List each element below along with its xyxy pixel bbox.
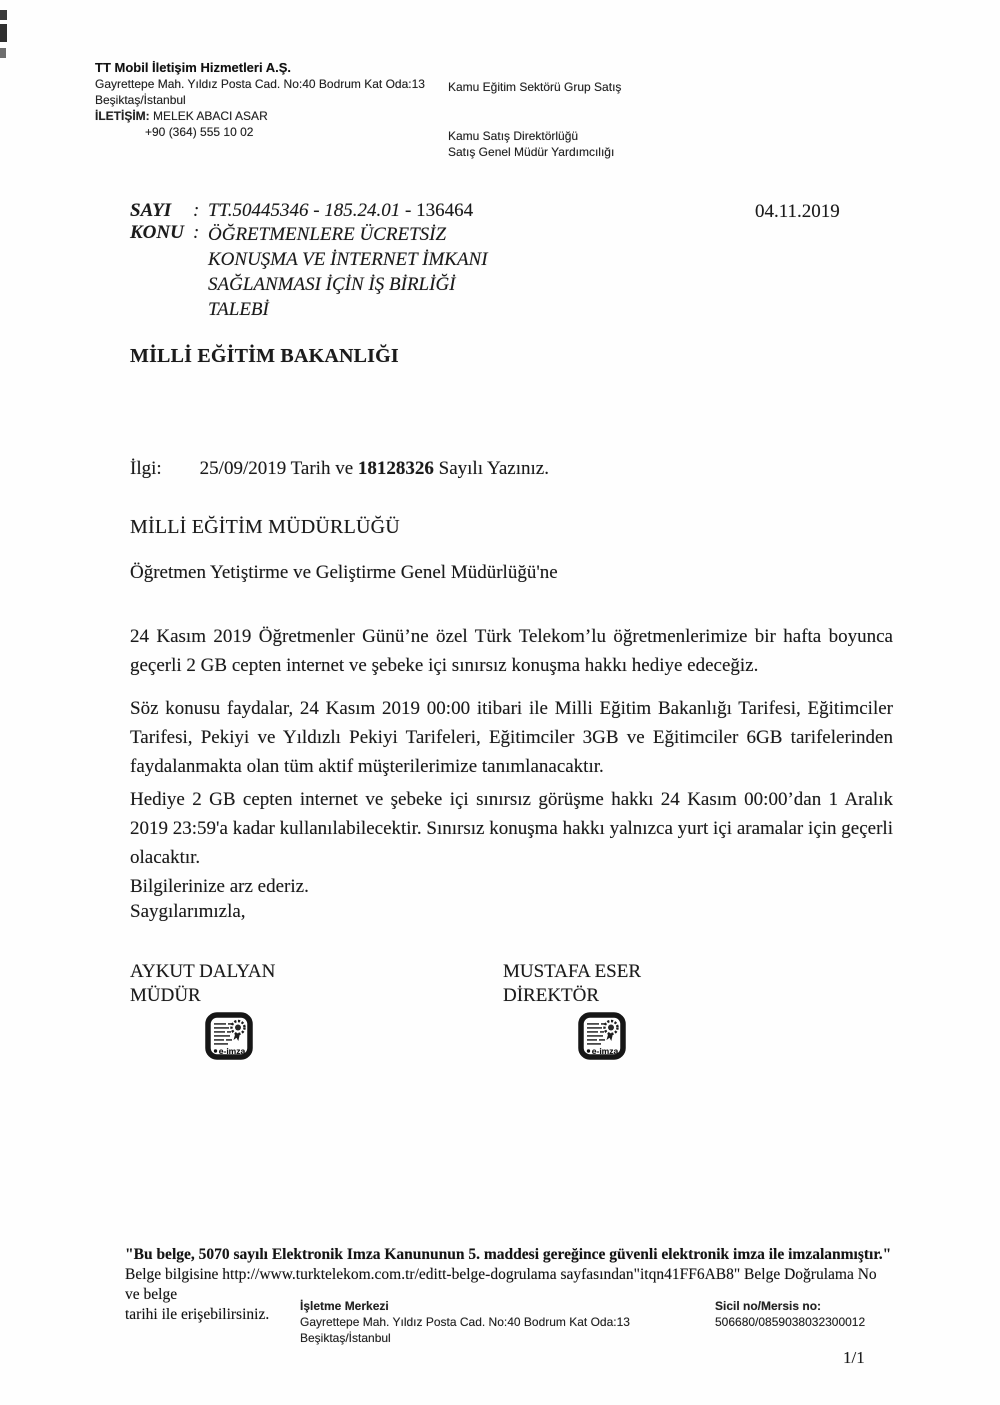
- paragraph: Hediye 2 GB cepten internet ve şebeke içi sınırsız görüşme hakkı 24 Kasım 00:00’dan 1 Aralık 2019 23:59'a kadar kullanılabilecektir. Sınırsız konuşma hakkı yalnızca yurt içi aramalar için geçerli olacaktır.: [130, 789, 893, 868]
- contact-name: MELEK ABACI ASAR: [153, 109, 268, 123]
- department-line1: Kamu Eğitim Sektörü Grup Satış: [448, 80, 622, 94]
- signature-block-right: [503, 960, 641, 1008]
- e-signature-stamp-icon: [205, 1012, 253, 1067]
- document-date: 04.11.2019: [755, 201, 840, 222]
- ilgi-label: İlgi:: [130, 458, 162, 479]
- konu-line: KONUŞMA VE İNTERNET İMKANI: [208, 249, 488, 270]
- legal-verification-line2: tarihi ile erişebilirsiniz.: [125, 1306, 270, 1323]
- department-salutation: Öğretmen Yetiştirme ve Geliştirme Genel Müdürlüğü'ne: [130, 562, 558, 583]
- department-line3: Satış Genel Müdür Yardımcılığı: [448, 145, 615, 159]
- ilgi-number: 18128326: [357, 458, 434, 479]
- signer-title: MÜDÜR: [130, 985, 201, 1006]
- contact-phone: +90 (364) 555 10 02: [145, 125, 254, 139]
- konu-label: KONU: [130, 222, 184, 243]
- reference-block: [130, 200, 610, 322]
- sayi-value: [208, 200, 473, 222]
- signer-title: DİREKTÖR: [503, 985, 600, 1006]
- ilgi-prefix: 25/09/2019 Tarih ve: [199, 458, 358, 479]
- footer-office: [300, 1298, 660, 1346]
- konu-line: SAĞLANMASI İÇİN İŞ BİRLİĞİ: [208, 274, 456, 295]
- footer-registry: [715, 1298, 935, 1330]
- page-number: 1/1: [843, 1348, 865, 1367]
- sayi-label: SAYI: [130, 200, 172, 221]
- stamp-label: e-imza: [591, 1046, 619, 1056]
- legal-statement: "Bu belge, 5070 sayılı Elektronik Imza Kanununun 5. maddesi gereğince güvenli elektronik imza ile imzalanmıştır.": [125, 1246, 892, 1263]
- sayi-value-plain: 136464: [416, 200, 474, 221]
- department-line2: Kamu Satış Direktörlüğü: [448, 129, 579, 143]
- sayi-row: [130, 200, 610, 222]
- closing-line2: Saygılarımızla,: [130, 901, 246, 922]
- ilgi-line: [130, 458, 549, 480]
- contact-line: [95, 108, 445, 124]
- konu-line: TALEBİ: [208, 299, 269, 320]
- office-address1: Gayrettepe Mah. Yıldız Posta Cad. No:40 Bodrum Kat Oda:13: [300, 1315, 630, 1329]
- sayi-colon: :: [193, 200, 200, 221]
- office-address2: Beşiktaş/İstanbul: [300, 1331, 391, 1345]
- legal-verification-line: Belge bilgisine http://www.turktelekom.com.tr/editt-belge-dogrulama sayfasından"itqn41FF6AB8" Belge Doğrulama No ve belge: [125, 1266, 877, 1303]
- konu-colon: :: [193, 222, 200, 243]
- scan-artifact: [0, 10, 7, 20]
- office-label: İşletme Merkezi: [300, 1299, 389, 1313]
- ministry-heading: MİLLİ EĞİTİM BAKANLIĞI: [130, 345, 399, 367]
- signer-name: AYKUT DALYAN: [130, 961, 276, 982]
- scan-artifact: [0, 48, 6, 58]
- letterhead-left: [95, 60, 445, 140]
- registry-label: Sicil no/Mersis no:: [715, 1299, 822, 1313]
- letterhead-right: [448, 79, 728, 160]
- closing-block: [130, 874, 309, 924]
- directorate-heading: MİLLİ EĞİTİM MÜDÜRLÜĞÜ: [130, 516, 400, 538]
- company-address-line2: Beşiktaş/İstanbul: [95, 93, 186, 107]
- konu-text: [208, 222, 488, 322]
- e-signature-stamp-icon: [578, 1012, 626, 1067]
- konu-row: [130, 222, 610, 322]
- registry-value: 506680/0859038032300012: [715, 1315, 866, 1329]
- contact-label: İLETİŞİM:: [95, 109, 150, 123]
- scan-artifact: [0, 24, 7, 42]
- company-address-line1: Gayrettepe Mah. Yıldız Posta Cad. No:40 Bodrum Kat Oda:13: [95, 77, 425, 91]
- company-name: TT Mobil İletişim Hizmetleri A.Ş.: [95, 60, 291, 75]
- paragraph: Söz konusu faydalar, 24 Kasım 2019 00:00 itibari ile Milli Eğitim Bakanlığı Tarifesi, Eğitimciler Tarifesi, Pekiyi ve Yıldızlı Pekiyi Tarifeleri, Eğitimciler 3GB ve Eğitimciler 6GB tarifelerinden faydalanmakta olan tüm aktif müşterilerimize tanımlanacaktır.: [130, 698, 893, 777]
- signer-name: MUSTAFA ESER: [503, 961, 642, 982]
- stamp-label: e-imza: [218, 1046, 246, 1056]
- paragraph: 24 Kasım 2019 Öğretmenler Günü’ne özel Türk Telekom’lu öğretmenlerimize bir hafta boyunca geçerli 2 GB cepten internet ve şebeke içi sınırsız konuşma hakkı hediye edeceğiz.: [130, 626, 893, 676]
- ilgi-suffix: Sayılı Yazınız.: [433, 458, 549, 479]
- sayi-value-italic: TT.50445346 - 185.24.01 -: [208, 200, 417, 221]
- konu-line: ÖĞRETMENLERE ÜCRETSİZ: [208, 224, 447, 245]
- signature-block-left: [130, 960, 275, 1008]
- closing-line1: Bilgilerinize arz ederiz.: [130, 876, 309, 897]
